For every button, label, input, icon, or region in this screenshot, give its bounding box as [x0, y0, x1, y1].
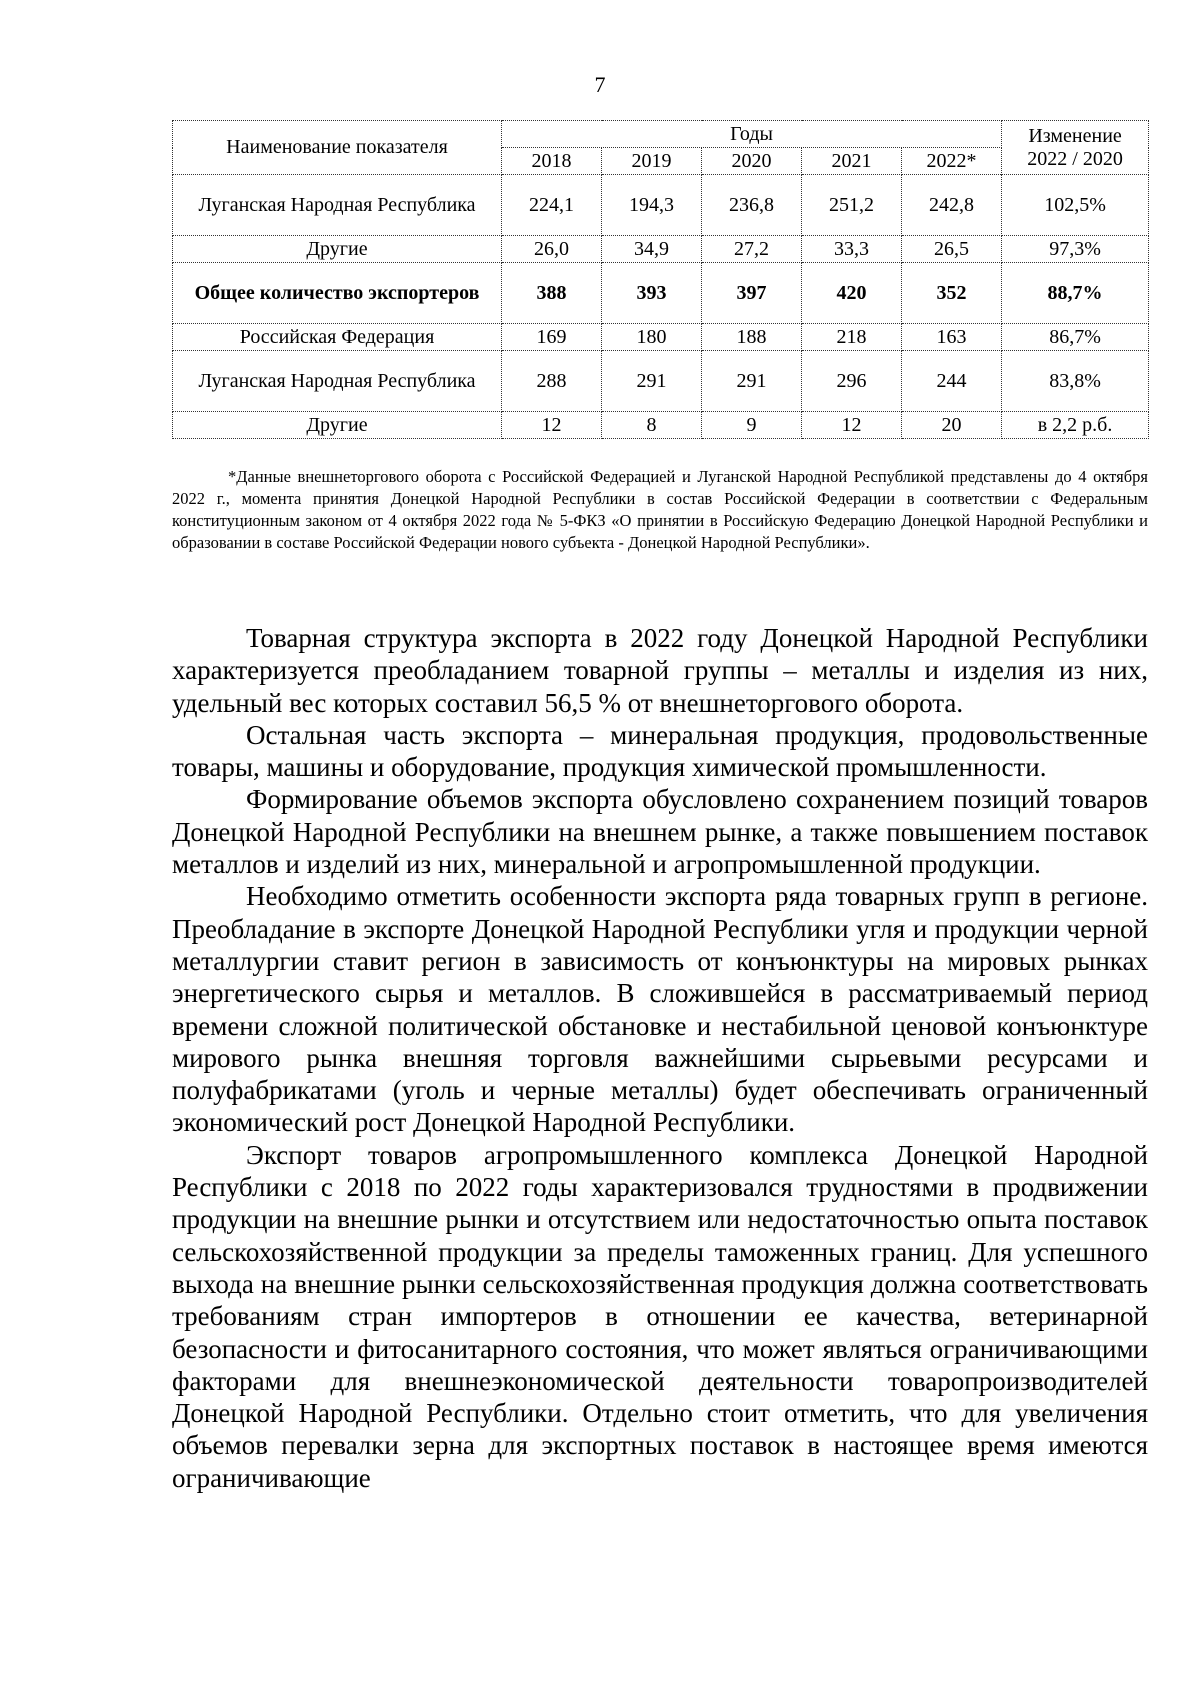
row-label: Другие [173, 236, 502, 263]
table-cell: 291 [602, 351, 702, 412]
table-cell: 163 [902, 324, 1002, 351]
header-indicator: Наименование показателя [173, 121, 502, 175]
table-cell: 180 [602, 324, 702, 351]
body-text [172, 622, 1148, 1494]
change-cell: 83,8% [1002, 351, 1149, 412]
exporters-table [172, 120, 1149, 439]
table-row-total-exporters [173, 263, 1149, 324]
table-cell: 33,3 [802, 236, 902, 263]
change-cell: 102,5% [1002, 175, 1149, 236]
table-row [173, 175, 1149, 236]
table-cell: 393 [602, 263, 702, 324]
paragraph: Товарная структура экспорта в 2022 году Донецкой Народной Республики характеризуется преобладанием товарной группы – металлы и изделия из них, удельный вес которых составил 56,5 % от внешнеторгового оборота. [172, 623, 1148, 718]
table-cell: 244 [902, 351, 1002, 412]
table-cell: 12 [802, 412, 902, 439]
header-year: 2021 [802, 148, 902, 175]
table-row [173, 324, 1149, 351]
table-cell: 242,8 [902, 175, 1002, 236]
table-cell: 218 [802, 324, 902, 351]
header-year: 2022* [902, 148, 1002, 175]
change-cell: 86,7% [1002, 324, 1149, 351]
page-number: 7 [594, 72, 606, 97]
row-label: Российская Федерация [173, 324, 502, 351]
header-year: 2018 [502, 148, 602, 175]
table-cell: 8 [602, 412, 702, 439]
paragraph: Формирование объемов экспорта обусловлено сохранением позиций товаров Донецкой Народной Республики на внешнем рынке, а также повышением поставок металлов и изделий из них, минеральной и агропромышленной продукции. [172, 784, 1148, 880]
row-label: Луганская Народная Республика [173, 351, 502, 412]
table-cell: 251,2 [802, 175, 902, 236]
change-cell: 88,7% [1002, 263, 1149, 324]
row-label: Общее количество экспортеров [173, 263, 502, 324]
table-footnote: *Данные внешнеторгового оборота с Российской Федерацией и Луганской Народной Республикой представлены до 4 октября 2022 г., момента принятия Донецкой Народной Республики в состав Российской Федерации в соответствии с Федеральным конституционным законом от 4 октября 2022 года № 5-ФКЗ «О принятии в Российскую Федерацию Донецкой Народной Республики и образовании в составе Российской Федерации нового субъекта - Донецкой Народной Республики». [172, 467, 1148, 552]
table-cell: 9 [702, 412, 802, 439]
header-year: 2020 [702, 148, 802, 175]
table-cell: 388 [502, 263, 602, 324]
paragraph: Необходимо отметить особенности экспорта ряда товарных групп в регионе. Преобладание в экспорте Донецкой Народной Республики угля и продукции черной металлургии ставит регион в зависимость от конъюнктуры на мировых рынках энергетического сырья и металлов. В сложившейся в рассматриваемый период времени сложной политической обстановке и нестабильной ценовой конъюнктуре мирового рынка внешняя торговля важнейшими сырьевыми ресурсами и полуфабрикатами (уголь и черные металлы) будет обеспечивать ограниченный экономический рост Донецкой Народной Республики. [172, 881, 1148, 1138]
change-cell: в 2,2 р.б. [1002, 412, 1149, 439]
table-cell: 296 [802, 351, 902, 412]
row-label: Другие [173, 412, 502, 439]
table-cell: 352 [902, 263, 1002, 324]
change-cell: 97,3% [1002, 236, 1149, 263]
table-cell: 194,3 [602, 175, 702, 236]
row-label: Луганская Народная Республика [173, 175, 502, 236]
table-header-row [173, 121, 1149, 148]
table-cell: 26,5 [902, 236, 1002, 263]
header-year: 2019 [602, 148, 702, 175]
table-row [173, 412, 1149, 439]
table-cell: 169 [502, 324, 602, 351]
table-cell: 27,2 [702, 236, 802, 263]
table-cell: 20 [902, 412, 1002, 439]
table-cell: 291 [702, 351, 802, 412]
header-change: Изменение 2022 / 2020 [1002, 121, 1149, 175]
table-cell: 236,8 [702, 175, 802, 236]
table-cell: 397 [702, 263, 802, 324]
table-cell: 420 [802, 263, 902, 324]
table-cell: 34,9 [602, 236, 702, 263]
table-row [173, 351, 1149, 412]
table-cell: 188 [702, 324, 802, 351]
table-cell: 288 [502, 351, 602, 412]
header-years-group: Годы [502, 121, 1002, 148]
paragraph: Экспорт товаров агропромышленного комплекса Донецкой Народной Республики с 2018 по 2022 годы характеризовался трудностями в продвижении продукции на внешние рынки и отсутствием или недостаточностью опыта поставок сельскохозяйственной продукции за пределы таможенных границ. Для успешного выхода на внешние рынки сельскохозяйственная продукция должна соответствовать требованиям стран импортеров в отношении ее качества, ветеринарной безопасности и фитосанитарного состояния, что может являться ограничивающими факторами для внешнеэкономической деятельности товаропроизводителей Донецкой Народной Республики. Отдельно стоит отметить, что для увеличения объемов перевалки зерна для экспортных поставок в настоящее время имеются ограничивающие [172, 1139, 1148, 1493]
table-cell: 12 [502, 412, 602, 439]
table-row [173, 236, 1149, 263]
table-cell: 26,0 [502, 236, 602, 263]
table-cell: 224,1 [502, 175, 602, 236]
paragraph: Остальная часть экспорта – минеральная продукция, продовольственные товары, машины и оборудование, продукция химической промышленности. [172, 719, 1148, 783]
